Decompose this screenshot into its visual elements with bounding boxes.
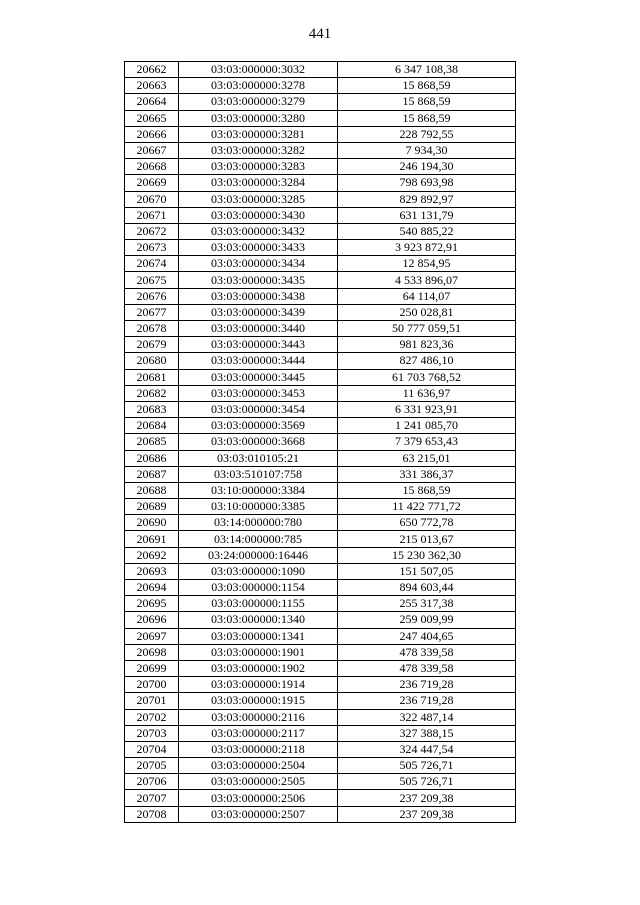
value-cell: 3 923 872,91 — [338, 240, 516, 256]
row-number-cell: 20669 — [125, 175, 179, 191]
cadastral-number-cell: 03:03:000000:3439 — [179, 304, 338, 320]
cadastral-number-cell: 03:14:000000:785 — [179, 531, 338, 547]
value-cell: 6 347 108,38 — [338, 62, 516, 78]
cadastral-number-cell: 03:10:000000:3384 — [179, 482, 338, 498]
cadastral-number-cell: 03:03:000000:3433 — [179, 240, 338, 256]
cadastral-number-cell: 03:03:000000:3435 — [179, 272, 338, 288]
table-row — [125, 531, 516, 547]
table-row — [125, 94, 516, 110]
table-row — [125, 482, 516, 498]
row-number-cell: 20701 — [125, 693, 179, 709]
value-cell: 215 013,67 — [338, 531, 516, 547]
cadastral-number-cell: 03:03:000000:3284 — [179, 175, 338, 191]
cadastral-number-cell: 03:03:010105:21 — [179, 450, 338, 466]
table-row — [125, 256, 516, 272]
value-cell: 247 404,65 — [338, 628, 516, 644]
row-number-cell: 20676 — [125, 288, 179, 304]
table-row — [125, 612, 516, 628]
row-number-cell: 20699 — [125, 660, 179, 676]
value-cell: 505 726,71 — [338, 758, 516, 774]
row-number-cell: 20674 — [125, 256, 179, 272]
cadastral-number-cell: 03:03:000000:1154 — [179, 580, 338, 596]
row-number-cell: 20684 — [125, 418, 179, 434]
value-cell: 236 719,28 — [338, 693, 516, 709]
value-cell: 250 028,81 — [338, 304, 516, 320]
cadastral-number-cell: 03:24:000000:16446 — [179, 547, 338, 563]
table-row — [125, 709, 516, 725]
value-cell: 981 823,36 — [338, 337, 516, 353]
row-number-cell: 20703 — [125, 725, 179, 741]
table-row — [125, 272, 516, 288]
cadastral-number-cell: 03:03:000000:3445 — [179, 369, 338, 385]
row-number-cell: 20668 — [125, 159, 179, 175]
cadastral-value-table — [124, 61, 516, 823]
value-cell: 50 777 059,51 — [338, 321, 516, 337]
table-row — [125, 321, 516, 337]
cadastral-number-cell: 03:03:000000:1340 — [179, 612, 338, 628]
value-cell: 650 772,78 — [338, 515, 516, 531]
value-cell: 322 487,14 — [338, 709, 516, 725]
value-cell: 11 422 771,72 — [338, 499, 516, 515]
value-cell: 15 868,59 — [338, 78, 516, 94]
row-number-cell: 20708 — [125, 806, 179, 822]
row-number-cell: 20705 — [125, 758, 179, 774]
cadastral-number-cell: 03:03:000000:3444 — [179, 353, 338, 369]
row-number-cell: 20696 — [125, 612, 179, 628]
table-row — [125, 628, 516, 644]
cadastral-number-cell: 03:03:000000:3032 — [179, 62, 338, 78]
cadastral-number-cell: 03:03:000000:1341 — [179, 628, 338, 644]
table-body — [125, 62, 516, 823]
table-row — [125, 353, 516, 369]
cadastral-number-cell: 03:03:000000:2116 — [179, 709, 338, 725]
table-row — [125, 790, 516, 806]
value-cell: 478 339,58 — [338, 660, 516, 676]
table-row — [125, 499, 516, 515]
value-cell: 236 719,28 — [338, 677, 516, 693]
cadastral-number-cell: 03:14:000000:780 — [179, 515, 338, 531]
row-number-cell: 20702 — [125, 709, 179, 725]
cadastral-number-cell: 03:03:000000:1915 — [179, 693, 338, 709]
table-row — [125, 466, 516, 482]
cadastral-number-cell: 03:03:000000:3434 — [179, 256, 338, 272]
value-cell: 11 636,97 — [338, 385, 516, 401]
table-row — [125, 660, 516, 676]
row-number-cell: 20683 — [125, 401, 179, 417]
value-cell: 255 317,38 — [338, 596, 516, 612]
value-cell: 540 885,22 — [338, 223, 516, 239]
cadastral-number-cell: 03:03:000000:1090 — [179, 563, 338, 579]
value-cell: 259 009,99 — [338, 612, 516, 628]
cadastral-number-cell: 03:03:000000:3281 — [179, 126, 338, 142]
value-cell: 331 386,37 — [338, 466, 516, 482]
value-cell: 61 703 768,52 — [338, 369, 516, 385]
value-cell: 7 934,30 — [338, 142, 516, 158]
table-row — [125, 78, 516, 94]
row-number-cell: 20695 — [125, 596, 179, 612]
table-row — [125, 758, 516, 774]
value-cell: 1 241 085,70 — [338, 418, 516, 434]
cadastral-number-cell: 03:03:000000:3278 — [179, 78, 338, 94]
cadastral-number-cell: 03:03:000000:3453 — [179, 385, 338, 401]
row-number-cell: 20677 — [125, 304, 179, 320]
table-row — [125, 450, 516, 466]
row-number-cell: 20688 — [125, 482, 179, 498]
table-row — [125, 418, 516, 434]
table-row — [125, 288, 516, 304]
row-number-cell: 20691 — [125, 531, 179, 547]
row-number-cell: 20685 — [125, 434, 179, 450]
value-cell: 894 603,44 — [338, 580, 516, 596]
value-cell: 237 209,38 — [338, 806, 516, 822]
cadastral-number-cell: 03:03:000000:3285 — [179, 191, 338, 207]
row-number-cell: 20662 — [125, 62, 179, 78]
row-number-cell: 20663 — [125, 78, 179, 94]
value-cell: 324 447,54 — [338, 741, 516, 757]
table-row — [125, 774, 516, 790]
row-number-cell: 20670 — [125, 191, 179, 207]
table-row — [125, 142, 516, 158]
row-number-cell: 20679 — [125, 337, 179, 353]
row-number-cell: 20680 — [125, 353, 179, 369]
cadastral-number-cell: 03:03:000000:1901 — [179, 644, 338, 660]
table-row — [125, 725, 516, 741]
row-number-cell: 20675 — [125, 272, 179, 288]
row-number-cell: 20678 — [125, 321, 179, 337]
row-number-cell: 20673 — [125, 240, 179, 256]
value-cell: 505 726,71 — [338, 774, 516, 790]
table-row — [125, 191, 516, 207]
value-cell: 151 507,05 — [338, 563, 516, 579]
table-row — [125, 369, 516, 385]
value-cell: 246 194,30 — [338, 159, 516, 175]
row-number-cell: 20694 — [125, 580, 179, 596]
row-number-cell: 20682 — [125, 385, 179, 401]
value-cell: 15 868,59 — [338, 482, 516, 498]
table-row — [125, 547, 516, 563]
table-row — [125, 806, 516, 822]
table-row — [125, 644, 516, 660]
cadastral-number-cell: 03:03:000000:3454 — [179, 401, 338, 417]
row-number-cell: 20689 — [125, 499, 179, 515]
value-cell: 12 854,95 — [338, 256, 516, 272]
row-number-cell: 20700 — [125, 677, 179, 693]
cadastral-number-cell: 03:03:000000:3569 — [179, 418, 338, 434]
row-number-cell: 20686 — [125, 450, 179, 466]
cadastral-number-cell: 03:03:000000:3443 — [179, 337, 338, 353]
table-row — [125, 337, 516, 353]
cadastral-number-cell: 03:03:000000:1155 — [179, 596, 338, 612]
cadastral-number-cell: 03:03:000000:3280 — [179, 110, 338, 126]
row-number-cell: 20693 — [125, 563, 179, 579]
value-cell: 64 114,07 — [338, 288, 516, 304]
table-row — [125, 223, 516, 239]
cadastral-number-cell: 03:03:000000:2507 — [179, 806, 338, 822]
table-row — [125, 596, 516, 612]
row-number-cell: 20667 — [125, 142, 179, 158]
cadastral-number-cell: 03:03:000000:3432 — [179, 223, 338, 239]
value-cell: 15 868,59 — [338, 110, 516, 126]
table-row — [125, 159, 516, 175]
table-row — [125, 175, 516, 191]
table-row — [125, 207, 516, 223]
value-cell: 237 209,38 — [338, 790, 516, 806]
table-row — [125, 240, 516, 256]
cadastral-number-cell: 03:03:000000:3440 — [179, 321, 338, 337]
page-number: 441 — [308, 26, 332, 42]
cadastral-number-cell: 03:03:000000:2117 — [179, 725, 338, 741]
row-number-cell: 20690 — [125, 515, 179, 531]
value-cell: 4 533 896,07 — [338, 272, 516, 288]
table-row — [125, 304, 516, 320]
value-cell: 6 331 923,91 — [338, 401, 516, 417]
table-row — [125, 401, 516, 417]
cadastral-number-cell: 03:03:510107:758 — [179, 466, 338, 482]
cadastral-number-cell: 03:03:000000:3668 — [179, 434, 338, 450]
value-cell: 798 693,98 — [338, 175, 516, 191]
value-cell: 7 379 653,43 — [338, 434, 516, 450]
table-row — [125, 580, 516, 596]
value-cell: 15 868,59 — [338, 94, 516, 110]
cadastral-number-cell: 03:03:000000:3283 — [179, 159, 338, 175]
value-cell: 478 339,58 — [338, 644, 516, 660]
row-number-cell: 20698 — [125, 644, 179, 660]
row-number-cell: 20697 — [125, 628, 179, 644]
value-cell: 827 486,10 — [338, 353, 516, 369]
table-row — [125, 62, 516, 78]
cadastral-number-cell: 03:03:000000:2504 — [179, 758, 338, 774]
cadastral-number-cell: 03:03:000000:2506 — [179, 790, 338, 806]
row-number-cell: 20665 — [125, 110, 179, 126]
table-row — [125, 741, 516, 757]
cadastral-number-cell: 03:03:000000:3279 — [179, 94, 338, 110]
row-number-cell: 20707 — [125, 790, 179, 806]
cadastral-number-cell: 03:10:000000:3385 — [179, 499, 338, 515]
table-row — [125, 563, 516, 579]
row-number-cell: 20681 — [125, 369, 179, 385]
value-cell: 631 131,79 — [338, 207, 516, 223]
row-number-cell: 20704 — [125, 741, 179, 757]
row-number-cell: 20706 — [125, 774, 179, 790]
cadastral-number-cell: 03:03:000000:3438 — [179, 288, 338, 304]
cadastral-number-cell: 03:03:000000:1902 — [179, 660, 338, 676]
cadastral-number-cell: 03:03:000000:3282 — [179, 142, 338, 158]
row-number-cell: 20672 — [125, 223, 179, 239]
row-number-cell: 20687 — [125, 466, 179, 482]
value-cell: 15 230 362,30 — [338, 547, 516, 563]
table-row — [125, 385, 516, 401]
value-cell: 228 792,55 — [338, 126, 516, 142]
cadastral-number-cell: 03:03:000000:2505 — [179, 774, 338, 790]
cadastral-number-cell: 03:03:000000:1914 — [179, 677, 338, 693]
table-row — [125, 693, 516, 709]
value-cell: 829 892,97 — [338, 191, 516, 207]
table-row — [125, 110, 516, 126]
table-row — [125, 677, 516, 693]
value-cell: 63 215,01 — [338, 450, 516, 466]
row-number-cell: 20664 — [125, 94, 179, 110]
row-number-cell: 20666 — [125, 126, 179, 142]
value-cell: 327 388,15 — [338, 725, 516, 741]
cadastral-number-cell: 03:03:000000:2118 — [179, 741, 338, 757]
table-row — [125, 126, 516, 142]
table-row — [125, 515, 516, 531]
row-number-cell: 20692 — [125, 547, 179, 563]
cadastral-number-cell: 03:03:000000:3430 — [179, 207, 338, 223]
row-number-cell: 20671 — [125, 207, 179, 223]
table-row — [125, 434, 516, 450]
